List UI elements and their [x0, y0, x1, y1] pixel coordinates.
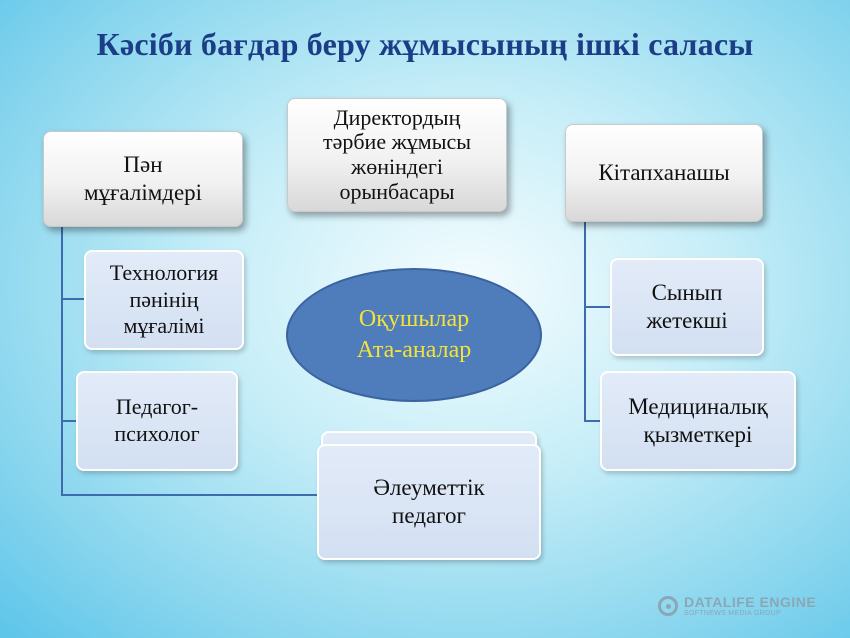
- connector-class-teacher: [584, 306, 610, 308]
- box-medical-worker: [600, 371, 796, 471]
- connector-technology: [61, 298, 84, 300]
- box-class-teacher: [610, 258, 764, 356]
- box-line: Кітапханашы: [598, 159, 730, 185]
- box-line: орынбасары: [339, 178, 455, 204]
- box-line: Педагог-: [115, 394, 199, 420]
- connector-social: [61, 494, 319, 496]
- box-social-pedagog: [317, 444, 541, 560]
- left-connector-vertical: [61, 226, 63, 495]
- box-line: Пән: [123, 151, 163, 177]
- watermark-sub: SOFTNEWS MEDIA GROUP: [684, 610, 782, 617]
- box-line: жетекші: [646, 308, 728, 333]
- box-line: қызметкері: [643, 422, 753, 447]
- center-line-students: Оқушылар: [358, 306, 470, 333]
- box-line: пәнінің: [129, 286, 199, 312]
- box-kitaphanashy: [565, 124, 763, 222]
- box-line: тәрбие жұмысы: [322, 129, 472, 155]
- box-pan-mugalimderi: [43, 131, 243, 227]
- box-technology-teacher: [84, 250, 244, 350]
- box-line: Директордың: [333, 104, 461, 130]
- center-ellipse: [286, 268, 542, 402]
- box-line: жөніндегі: [351, 154, 443, 179]
- box-line: мұғалімі: [123, 313, 205, 339]
- box-line: Сынып: [651, 279, 723, 305]
- center-line-parents: Ата-аналар: [356, 337, 472, 363]
- box-line: мұғалімдері: [83, 180, 203, 205]
- box-line: Технология: [109, 259, 219, 285]
- right-connector-vertical: [584, 221, 586, 421]
- connector-medical: [584, 420, 601, 422]
- box-line: педагог: [392, 503, 466, 528]
- datalife-logo-icon: [658, 596, 678, 616]
- box-line: Медициналық: [628, 393, 768, 419]
- watermark-name: DATALIFE ENGINE: [684, 594, 817, 610]
- box-line: психолог: [114, 421, 200, 446]
- page-title: Кәсіби бағдар беру жұмысының ішкі саласы: [96, 26, 754, 62]
- watermark: [658, 594, 816, 617]
- box-line: Әлеуметтік: [373, 474, 485, 500]
- box-director-deputy: [287, 98, 507, 212]
- box-psychologist: [76, 371, 238, 471]
- connector-psychologist: [61, 420, 76, 422]
